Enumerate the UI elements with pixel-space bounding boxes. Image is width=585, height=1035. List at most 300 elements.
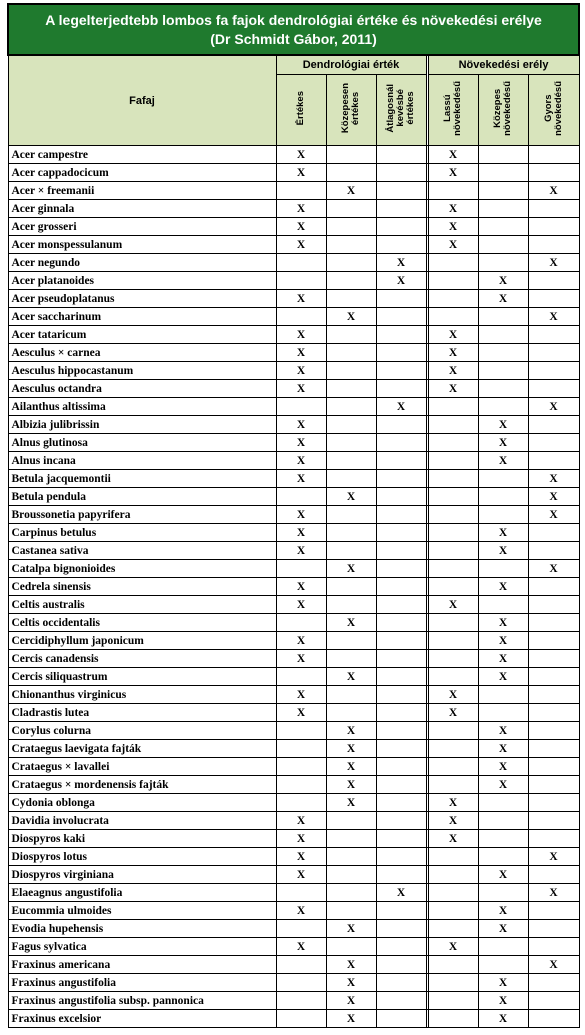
- species-name: Corylus colurna: [8, 722, 276, 740]
- mark-cell-d1: [276, 884, 326, 902]
- mark-cell-d2: X: [326, 560, 376, 578]
- table-row: [8, 668, 579, 686]
- mark-cell-d1: [276, 1010, 326, 1028]
- mark-cell-d2: [326, 434, 376, 452]
- mark-cell-g2: [478, 956, 528, 974]
- col-header-lassu-label: Lassú növekedésű: [442, 81, 463, 136]
- mark-cell-d1: [276, 920, 326, 938]
- table-row: [8, 596, 579, 614]
- mark-cell-g3: [528, 794, 579, 812]
- table-row: [8, 524, 579, 542]
- mark-cell-d3: [376, 326, 426, 344]
- mark-cell-d3: [376, 146, 426, 164]
- mark-cell-g1: [428, 524, 478, 542]
- mark-cell-g2: X: [478, 524, 528, 542]
- mark-cell-d2: X: [326, 740, 376, 758]
- table-row: [8, 686, 579, 704]
- table-row: [8, 704, 579, 722]
- mark-cell-g3: [528, 290, 579, 308]
- mark-cell-g3: X: [528, 488, 579, 506]
- table-row: [8, 344, 579, 362]
- table-row: [8, 164, 579, 182]
- table-title: [8, 4, 579, 55]
- mark-cell-g3: [528, 326, 579, 344]
- table-row: [8, 560, 579, 578]
- mark-cell-d1: X: [276, 380, 326, 398]
- table-row: [8, 362, 579, 380]
- mark-cell-g2: X: [478, 722, 528, 740]
- mark-cell-d2: [326, 164, 376, 182]
- species-name: Castanea sativa: [8, 542, 276, 560]
- mark-cell-d3: [376, 938, 426, 956]
- mark-cell-d2: [326, 398, 376, 416]
- mark-cell-d3: [376, 722, 426, 740]
- mark-cell-g2: [478, 812, 528, 830]
- mark-cell-d3: [376, 560, 426, 578]
- col-header-atlagosnal-kevesbe: [376, 75, 426, 146]
- mark-cell-g1: [428, 578, 478, 596]
- mark-cell-d3: [376, 614, 426, 632]
- species-name: Eucommia ulmoides: [8, 902, 276, 920]
- mark-cell-g2: X: [478, 434, 528, 452]
- species-name: Catalpa bignonioides: [8, 560, 276, 578]
- species-name: Chionanthus virginicus: [8, 686, 276, 704]
- mark-cell-g1: X: [428, 830, 478, 848]
- mark-cell-g3: [528, 992, 579, 1010]
- mark-cell-d3: [376, 848, 426, 866]
- mark-cell-d1: [276, 992, 326, 1010]
- mark-cell-g1: [428, 722, 478, 740]
- table-row: [8, 992, 579, 1010]
- mark-cell-d2: [326, 218, 376, 236]
- table-row: [8, 614, 579, 632]
- mark-cell-d2: X: [326, 794, 376, 812]
- mark-cell-g3: [528, 758, 579, 776]
- table-row: [8, 848, 579, 866]
- mark-cell-d1: [276, 488, 326, 506]
- table-row: [8, 866, 579, 884]
- mark-cell-d1: [276, 776, 326, 794]
- mark-cell-g2: X: [478, 452, 528, 470]
- table-row: [8, 902, 579, 920]
- mark-cell-d2: [326, 524, 376, 542]
- mark-cell-g1: X: [428, 236, 478, 254]
- species-name: Diospyros kaki: [8, 830, 276, 848]
- mark-cell-g1: [428, 542, 478, 560]
- mark-cell-d1: X: [276, 344, 326, 362]
- table-row: [8, 758, 579, 776]
- mark-cell-d3: [376, 236, 426, 254]
- mark-cell-d3: X: [376, 254, 426, 272]
- fafaj-header: Fafaj: [8, 55, 276, 146]
- mark-cell-g1: [428, 470, 478, 488]
- mark-cell-d1: X: [276, 362, 326, 380]
- table-row: [8, 380, 579, 398]
- mark-cell-d1: [276, 254, 326, 272]
- mark-cell-g1: [428, 668, 478, 686]
- col-header-kozepes: [478, 75, 528, 146]
- col-header-gyors-label: Gyors növekedésű: [542, 81, 564, 136]
- mark-cell-d1: X: [276, 938, 326, 956]
- table-row: [8, 722, 579, 740]
- table-row: [8, 290, 579, 308]
- mark-cell-g2: [478, 254, 528, 272]
- mark-cell-g3: [528, 542, 579, 560]
- mark-cell-g3: [528, 344, 579, 362]
- mark-cell-d3: [376, 866, 426, 884]
- mark-cell-g3: [528, 776, 579, 794]
- mark-cell-g1: [428, 308, 478, 326]
- mark-cell-g2: [478, 326, 528, 344]
- mark-cell-d2: [326, 938, 376, 956]
- mark-cell-d2: [326, 542, 376, 560]
- mark-cell-g2: X: [478, 542, 528, 560]
- mark-cell-g3: [528, 416, 579, 434]
- mark-cell-d3: [376, 506, 426, 524]
- mark-cell-g1: [428, 848, 478, 866]
- species-name: Betula pendula: [8, 488, 276, 506]
- mark-cell-d1: X: [276, 812, 326, 830]
- mark-cell-g2: [478, 164, 528, 182]
- mark-cell-d2: X: [326, 920, 376, 938]
- species-name: Acer cappadocicum: [8, 164, 276, 182]
- table-row: [8, 398, 579, 416]
- mark-cell-d3: [376, 992, 426, 1010]
- mark-cell-g1: [428, 614, 478, 632]
- mark-cell-d3: [376, 812, 426, 830]
- mark-cell-d1: X: [276, 686, 326, 704]
- title-line-2: (Dr Schmidt Gábor, 2011): [210, 30, 377, 47]
- mark-cell-g2: [478, 830, 528, 848]
- table-row: [8, 236, 579, 254]
- mark-cell-g1: [428, 920, 478, 938]
- mark-cell-g3: [528, 272, 579, 290]
- mark-cell-g3: [528, 866, 579, 884]
- mark-cell-d1: [276, 974, 326, 992]
- mark-cell-g2: [478, 308, 528, 326]
- mark-cell-g3: [528, 362, 579, 380]
- species-name: Broussonetia papyrifera: [8, 506, 276, 524]
- species-table: [7, 3, 580, 1028]
- table-row: [8, 542, 579, 560]
- mark-cell-d1: [276, 740, 326, 758]
- species-name: Fraxinus americana: [8, 956, 276, 974]
- species-name: Betula jacquemontii: [8, 470, 276, 488]
- mark-cell-d2: X: [326, 488, 376, 506]
- table-row: [8, 506, 579, 524]
- mark-cell-g3: [528, 740, 579, 758]
- mark-cell-d2: X: [326, 668, 376, 686]
- mark-cell-g1: [428, 992, 478, 1010]
- mark-cell-d2: X: [326, 992, 376, 1010]
- mark-cell-g1: [428, 884, 478, 902]
- species-name: Carpinus betulus: [8, 524, 276, 542]
- mark-cell-d3: [376, 290, 426, 308]
- table-row: [8, 812, 579, 830]
- mark-cell-d2: X: [326, 776, 376, 794]
- col-header-atlagosnal-kevesbe-label: Átlagosnál kevésbé értékes: [385, 84, 416, 133]
- species-name: Acer × freemanii: [8, 182, 276, 200]
- mark-cell-d3: [376, 668, 426, 686]
- mark-cell-g2: X: [478, 866, 528, 884]
- mark-cell-g1: X: [428, 326, 478, 344]
- mark-cell-d1: X: [276, 290, 326, 308]
- table-row: [8, 200, 579, 218]
- species-name: Aesculus octandra: [8, 380, 276, 398]
- mark-cell-g2: X: [478, 632, 528, 650]
- mark-cell-d3: [376, 488, 426, 506]
- mark-cell-d3: [376, 794, 426, 812]
- mark-cell-d2: [326, 830, 376, 848]
- mark-cell-g2: X: [478, 740, 528, 758]
- table-row: [8, 452, 579, 470]
- mark-cell-g1: X: [428, 164, 478, 182]
- mark-cell-g1: X: [428, 812, 478, 830]
- mark-cell-g2: X: [478, 650, 528, 668]
- mark-cell-g1: X: [428, 218, 478, 236]
- table-row: [8, 182, 579, 200]
- species-name: Diospyros virginiana: [8, 866, 276, 884]
- table-row: [8, 416, 579, 434]
- mark-cell-d2: [326, 326, 376, 344]
- species-name: Crataegus × lavallei: [8, 758, 276, 776]
- mark-cell-g2: [478, 380, 528, 398]
- species-name: Davidia involucrata: [8, 812, 276, 830]
- mark-cell-d3: [376, 650, 426, 668]
- species-name: Evodia hupehensis: [8, 920, 276, 938]
- mark-cell-g2: [478, 884, 528, 902]
- mark-cell-g3: [528, 614, 579, 632]
- species-name: Alnus incana: [8, 452, 276, 470]
- mark-cell-g2: [478, 200, 528, 218]
- mark-cell-d3: [376, 920, 426, 938]
- table-row: [8, 434, 579, 452]
- mark-cell-d1: X: [276, 470, 326, 488]
- mark-cell-g1: [428, 416, 478, 434]
- mark-cell-d2: [326, 650, 376, 668]
- mark-cell-g1: X: [428, 200, 478, 218]
- mark-cell-d3: [376, 596, 426, 614]
- col-header-ertekes: [276, 75, 326, 146]
- species-name: Acer negundo: [8, 254, 276, 272]
- species-name: Fraxinus angustifolia: [8, 974, 276, 992]
- mark-cell-g3: [528, 1010, 579, 1028]
- col-header-kozepesen-ertekes: [326, 75, 376, 146]
- mark-cell-d3: [376, 416, 426, 434]
- mark-cell-g1: [428, 254, 478, 272]
- col-header-lassu: [428, 75, 478, 146]
- mark-cell-g2: X: [478, 578, 528, 596]
- mark-cell-d1: [276, 758, 326, 776]
- mark-cell-g3: [528, 830, 579, 848]
- mark-cell-g2: [478, 344, 528, 362]
- mark-cell-d1: [276, 398, 326, 416]
- mark-cell-g1: [428, 1010, 478, 1028]
- mark-cell-d3: [376, 470, 426, 488]
- species-name: Diospyros lotus: [8, 848, 276, 866]
- mark-cell-d2: [326, 344, 376, 362]
- mark-cell-g1: X: [428, 380, 478, 398]
- table-row: [8, 956, 579, 974]
- title-line-1: A legelterjedtebb lombos fa fajok dendrológiai értéke és növekedési erélye: [45, 11, 542, 28]
- mark-cell-g2: [478, 398, 528, 416]
- mark-cell-g3: X: [528, 848, 579, 866]
- mark-cell-g2: X: [478, 416, 528, 434]
- mark-cell-d2: [326, 884, 376, 902]
- mark-cell-d1: X: [276, 326, 326, 344]
- mark-cell-g3: X: [528, 506, 579, 524]
- mark-cell-g2: X: [478, 902, 528, 920]
- mark-cell-g3: X: [528, 182, 579, 200]
- mark-cell-d2: [326, 704, 376, 722]
- mark-cell-d3: X: [376, 398, 426, 416]
- table-row: [8, 218, 579, 236]
- mark-cell-d3: [376, 380, 426, 398]
- mark-cell-d3: [376, 182, 426, 200]
- mark-cell-d2: X: [326, 614, 376, 632]
- mark-cell-d1: [276, 614, 326, 632]
- table-row: [8, 146, 579, 164]
- mark-cell-d1: [276, 956, 326, 974]
- species-name: Albizia julibrissin: [8, 416, 276, 434]
- species-name: Aesculus hippocastanum: [8, 362, 276, 380]
- mark-cell-g2: X: [478, 668, 528, 686]
- species-name: Cydonia oblonga: [8, 794, 276, 812]
- table-row: [8, 1010, 579, 1028]
- mark-cell-g3: [528, 722, 579, 740]
- mark-cell-d1: X: [276, 650, 326, 668]
- mark-cell-g3: [528, 668, 579, 686]
- col-header-kozepes-label: Közepes növekedésű: [492, 81, 513, 136]
- mark-cell-g2: [478, 362, 528, 380]
- mark-cell-d3: [376, 956, 426, 974]
- mark-cell-d3: [376, 974, 426, 992]
- mark-cell-d3: X: [376, 884, 426, 902]
- mark-cell-g2: [478, 848, 528, 866]
- table-body: [8, 146, 579, 1028]
- table-row: [8, 308, 579, 326]
- species-name: Elaeagnus angustifolia: [8, 884, 276, 902]
- mark-cell-g2: [478, 506, 528, 524]
- mark-cell-d3: [376, 542, 426, 560]
- species-name: Cercis canadensis: [8, 650, 276, 668]
- mark-cell-d1: X: [276, 578, 326, 596]
- species-name: Fagus sylvatica: [8, 938, 276, 956]
- mark-cell-d1: [276, 560, 326, 578]
- species-name: Celtis australis: [8, 596, 276, 614]
- mark-cell-g2: X: [478, 920, 528, 938]
- mark-cell-g1: [428, 758, 478, 776]
- mark-cell-g2: [478, 182, 528, 200]
- mark-cell-d2: [326, 470, 376, 488]
- mark-cell-d2: [326, 416, 376, 434]
- species-name: Cercidiphyllum japonicum: [8, 632, 276, 650]
- mark-cell-g3: [528, 938, 579, 956]
- col-header-gyors: [528, 75, 579, 146]
- mark-cell-g1: X: [428, 938, 478, 956]
- mark-cell-d1: X: [276, 524, 326, 542]
- mark-cell-g1: X: [428, 596, 478, 614]
- species-name: Acer platanoides: [8, 272, 276, 290]
- table-row: [8, 830, 579, 848]
- species-name: Acer ginnala: [8, 200, 276, 218]
- mark-cell-d1: X: [276, 200, 326, 218]
- mark-cell-d2: [326, 290, 376, 308]
- species-name: Cercis siliquastrum: [8, 668, 276, 686]
- mark-cell-d3: [376, 362, 426, 380]
- mark-cell-g3: X: [528, 956, 579, 974]
- mark-cell-g1: X: [428, 794, 478, 812]
- mark-cell-g3: X: [528, 884, 579, 902]
- mark-cell-g3: [528, 380, 579, 398]
- mark-cell-d3: [376, 740, 426, 758]
- mark-cell-d3: [376, 200, 426, 218]
- mark-cell-g3: [528, 812, 579, 830]
- mark-cell-d1: [276, 308, 326, 326]
- mark-cell-d3: [376, 218, 426, 236]
- mark-cell-d2: [326, 254, 376, 272]
- mark-cell-g3: X: [528, 398, 579, 416]
- mark-cell-d1: X: [276, 452, 326, 470]
- mark-cell-d3: [376, 776, 426, 794]
- species-name: Acer grosseri: [8, 218, 276, 236]
- mark-cell-d3: [376, 830, 426, 848]
- mark-cell-g1: [428, 398, 478, 416]
- mark-cell-d2: [326, 272, 376, 290]
- species-name: Acer tataricum: [8, 326, 276, 344]
- mark-cell-g3: [528, 452, 579, 470]
- table-row: [8, 488, 579, 506]
- mark-cell-d3: [376, 524, 426, 542]
- table-row: [8, 254, 579, 272]
- table-row: [8, 776, 579, 794]
- mark-cell-d1: X: [276, 902, 326, 920]
- mark-cell-d2: X: [326, 758, 376, 776]
- table-row: [8, 794, 579, 812]
- table-row: [8, 938, 579, 956]
- species-name: Ailanthus altissima: [8, 398, 276, 416]
- mark-cell-d2: X: [326, 1010, 376, 1028]
- mark-cell-g3: [528, 650, 579, 668]
- mark-cell-d2: X: [326, 956, 376, 974]
- mark-cell-d1: X: [276, 434, 326, 452]
- species-name: Crataegus × mordenensis fajták: [8, 776, 276, 794]
- mark-cell-d2: [326, 632, 376, 650]
- mark-cell-g1: [428, 956, 478, 974]
- mark-cell-g2: [478, 218, 528, 236]
- mark-cell-g1: [428, 506, 478, 524]
- mark-cell-d2: [326, 146, 376, 164]
- mark-cell-d1: X: [276, 632, 326, 650]
- mark-cell-g2: X: [478, 614, 528, 632]
- mark-cell-g3: [528, 524, 579, 542]
- mark-cell-g3: [528, 146, 579, 164]
- mark-cell-d2: [326, 380, 376, 398]
- mark-cell-g1: [428, 452, 478, 470]
- mark-cell-g2: X: [478, 776, 528, 794]
- mark-cell-d2: [326, 902, 376, 920]
- mark-cell-g3: [528, 218, 579, 236]
- mark-cell-d2: [326, 452, 376, 470]
- mark-cell-d3: [376, 452, 426, 470]
- species-name: Fraxinus excelsior: [8, 1010, 276, 1028]
- mark-cell-g3: [528, 164, 579, 182]
- mark-cell-d1: X: [276, 830, 326, 848]
- mark-cell-g3: X: [528, 470, 579, 488]
- mark-cell-d2: X: [326, 974, 376, 992]
- mark-cell-g1: [428, 974, 478, 992]
- table-row: [8, 650, 579, 668]
